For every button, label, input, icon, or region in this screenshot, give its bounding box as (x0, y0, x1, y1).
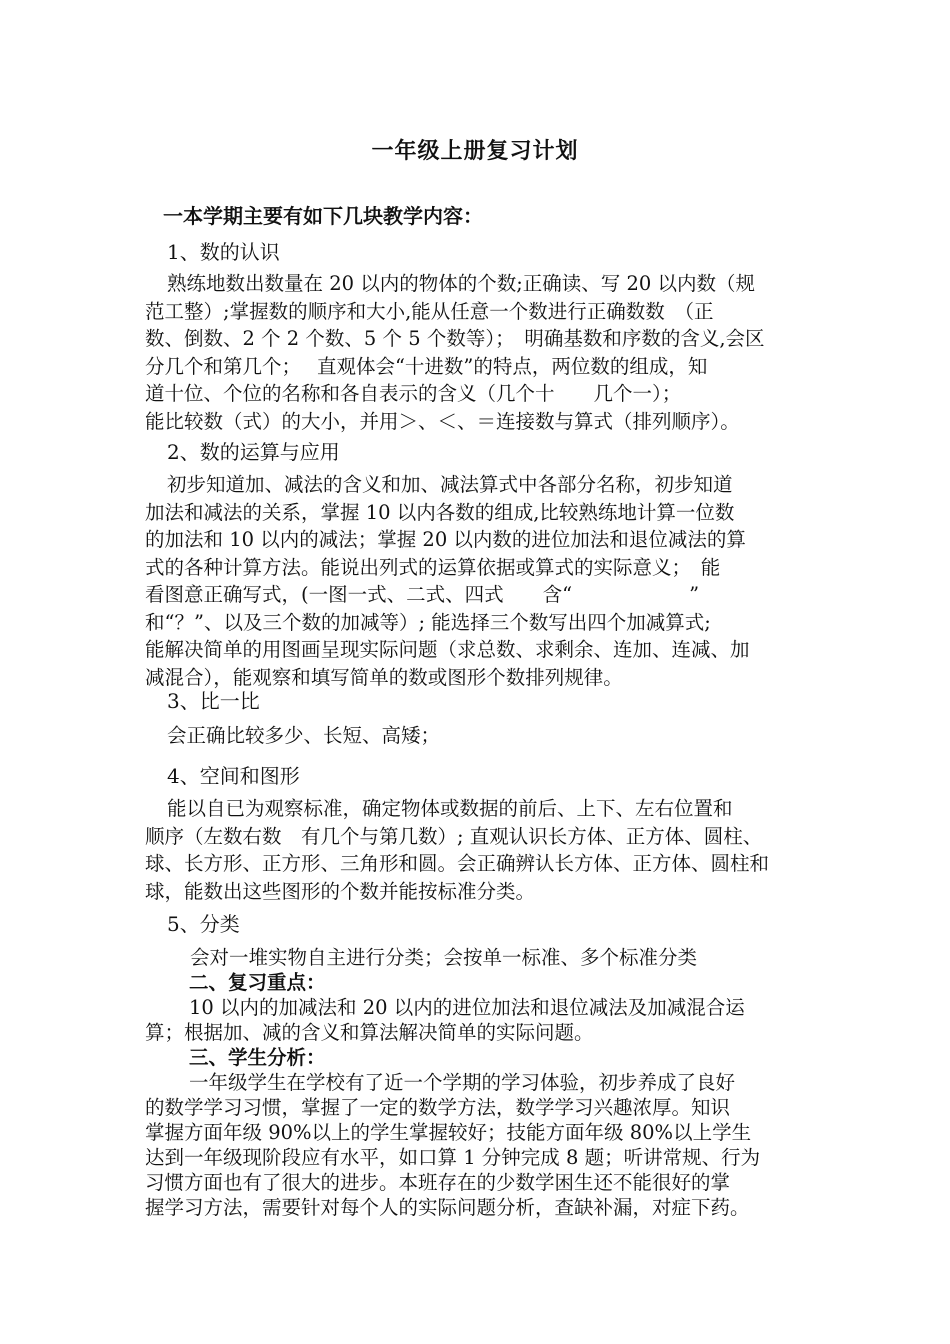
text-line: 能比较数（式）的大小，并用＞、＜、＝连接数与算式（排列顺序）。 (145, 409, 740, 433)
intro-heading: 一本学期主要有如下几块教学内容： (163, 204, 483, 228)
text-line: 一年级学生在学校有了近一个学期的学习体验，初步养成了良好 (189, 1071, 736, 1094)
text-line: 道十位、个位的名称和各自表示的含义（几个十 几个一）； (145, 382, 682, 405)
text-line: 看图意正确写式，(一图一式、二式、四式 含“ ” (145, 583, 700, 606)
text-line: 能以自已为观察标准，确定物体或数据的前后、上下、左右位置和 (167, 797, 733, 820)
text-line: 球、长方形、正方形、三角形和圆。会正确辨认长方体、正方体、圆柱和 (145, 852, 770, 875)
text-line: 会正确比较多少、长短、高矮； (167, 724, 441, 747)
section-heading-geometry: 4、空间和图形 (167, 764, 300, 788)
text-line: 和“？”、以及三个数的加减等）; 能选择三个数写出四个加减算式; (145, 610, 711, 634)
text-line: 握学习方法，需要针对每个人的实际问题分析，查缺补漏，对症下药。 (145, 1196, 750, 1219)
student-analysis-block (145, 1045, 809, 1220)
section-body-operations (145, 471, 809, 691)
text-line: 掌握方面年级 90%以上的学生掌握较好；技能方面年级 80%以上学生 (145, 1121, 752, 1144)
section-heading-classification: 5、分类 (167, 912, 240, 936)
section-body-number-recognition (145, 270, 809, 435)
text-line: 的加法和 10 以内的减法；掌握 20 以内数的进位加法和退位减法的算 (145, 528, 746, 551)
section-body-compare (145, 722, 809, 750)
text-line: 范工整）;掌握数的顺序和大小,能从任意一个数进行正确数数 （正 (145, 299, 714, 323)
text-line: 加法和减法的关系，掌握 10 以内各数的组成,比较熟练地计算一位数 (145, 500, 735, 524)
review-focus-block (145, 970, 809, 1045)
text-line: 会对一堆实物自主进行分类；会按单一标准、多个标准分类 (190, 946, 698, 969)
text-line: 熟练地数出数量在 20 以内的物体的个数;正确读、写 20 以内数（规 (167, 272, 755, 295)
text-line: 数、倒数、2 个 2 个数、5 个 5 个数等）； 明确基数和序数的含义,会区 (145, 327, 765, 350)
section-heading-compare: 3、比一比 (167, 689, 260, 713)
section-heading-number-recognition: 1、数的认识 (167, 240, 280, 264)
section-body-classification (190, 945, 830, 970)
section-heading-operations: 2、数的运算与应用 (167, 440, 340, 464)
text-line: 顺序（左数右数 有几个与第几数）; 直观认识长方体、正方体、圆柱、 (145, 824, 763, 848)
text-line: 球，能数出这些图形的个数并能按标准分类。 (145, 879, 536, 903)
text-line: 分几个和第几个； 直观体会“十进数”的特点，两位数的组成，知 (145, 354, 708, 378)
text-line: 减混合），能观察和填写简单的数或图形个数排列规律。 (145, 665, 623, 689)
page-title: 一年级上册复习计划 (371, 138, 579, 164)
text-line: 的数学学习习惯，掌握了一定的数学方法，数学学习兴趣浓厚。知识 (145, 1096, 731, 1119)
text-line: 式的各种计算方法。能说出列式的运算依据或算式的实际意义； 能 (145, 555, 721, 579)
text-line: 能解决简单的用图画呈现实际问题（求总数、求剩余、连加、连减、加 (145, 638, 750, 661)
text-line: 达到一年级现阶段应有水平，如口算 1 分钟完成 8 题；听讲常规、行为 (145, 1146, 761, 1169)
text-line: 10 以内的加减法和 20 以内的进位加法和退位减法及加减混合运 (189, 996, 745, 1019)
review-focus-heading: 二、复习重点： (189, 971, 326, 994)
text-line: 习惯方面也有了很大的进步。本班存在的少数学困生还不能很好的掌 (145, 1171, 731, 1194)
section-body-geometry (145, 795, 809, 905)
text-line: 算；根据加、减的含义和算法解决简单的实际问题。 (145, 1021, 594, 1044)
student-analysis-heading: 三、学生分析： (189, 1046, 326, 1069)
text-line: 初步知道加、减法的含义和加、减法算式中各部分名称，初步知道 (167, 473, 733, 496)
